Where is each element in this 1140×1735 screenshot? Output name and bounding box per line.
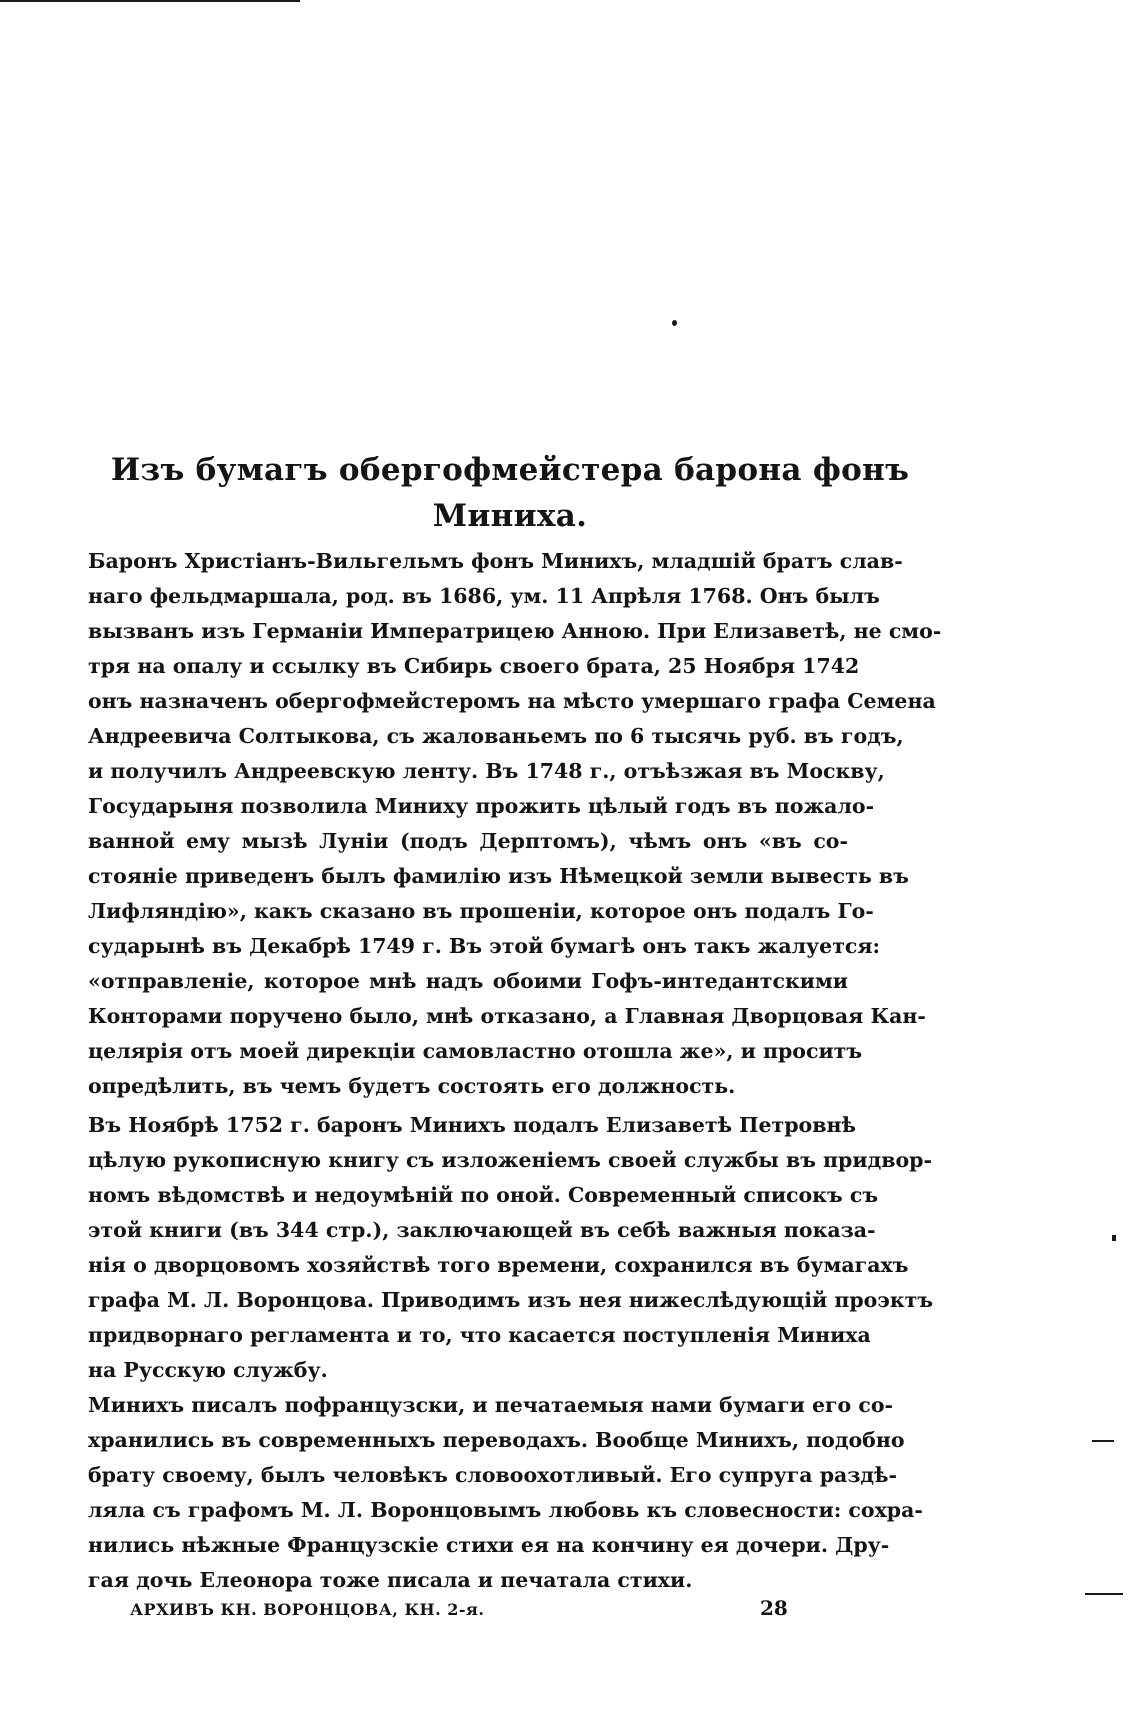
paragraph-3: [88, 1388, 923, 1598]
scan-speck: [1112, 1235, 1116, 1241]
text-line: стояніе приведенъ былъ фамилію изъ Нѣмецкой земли вывесть въ: [88, 864, 909, 888]
text-line: хранились въ современныхъ переводахъ. Вообще Минихъ, подобно: [88, 1428, 905, 1452]
text-line: «отправленіе, которое мнѣ надъ обоими Гофъ-интедантскими: [88, 969, 848, 993]
document-title: [70, 447, 950, 539]
text-line: цѣлую рукописную книгу съ изложеніемъ своей службы въ придвор-: [88, 1148, 933, 1172]
page-number: 28: [760, 1596, 788, 1620]
text-line: графа М. Л. Воронцова. Приводимъ изъ нея нижеслѣдующій проэктъ: [88, 1288, 934, 1312]
scan-speck: [672, 320, 677, 326]
text-line: придворнаго регламента и то, что касается поступленія Миниха: [88, 1323, 871, 1347]
title-line: Изъ бумагъ обергофмейстера барона фонъ: [110, 452, 910, 488]
text-line: вызванъ изъ Германіи Императрицею Анною. При Елизаветѣ, не смо-: [88, 619, 942, 643]
text-line: гая дочь Елеонора тоже писала и печатала стихи.: [88, 1568, 693, 1592]
paragraph-1: [88, 544, 942, 1104]
text-line: Андреевича Солтыкова, съ жалованьемъ по 6 тысячь руб. въ годъ,: [88, 724, 904, 748]
text-line: ванной ему мызѣ Луніи (подъ Дерптомъ), чѣмъ онъ «въ со-: [88, 829, 848, 853]
scan-speck: [1092, 1440, 1114, 1442]
footer-signature: АРХИВЪ КН. ВОРОНЦОВА, КН. 2-я.: [130, 1600, 485, 1619]
text-line: на Русскую службу.: [88, 1358, 328, 1382]
text-line: ляла съ графомъ М. Л. Воронцовымъ любовь къ словесности: сохра-: [88, 1498, 923, 1522]
text-line: онъ назначенъ обергофмейстеромъ на мѣсто умершаго графа Семена: [88, 689, 936, 713]
text-line: брату своему, былъ человѣкъ словоохотливый. Его супруга раздѣ-: [88, 1463, 897, 1487]
text-line: целярія отъ моей дирекціи самовластно отошла же», и проситъ: [88, 1039, 863, 1063]
text-line: нились нѣжные Французскіе стихи ея на кончину ея дочери. Дру-: [88, 1533, 890, 1557]
text-line: сударынѣ въ Декабрѣ 1749 г. Въ этой бумагѣ онъ такъ жалуется:: [88, 934, 881, 958]
scan-edge-line: [0, 0, 300, 2]
text-line: тря на опалу и ссылку въ Сибирь своего брата, 25 Ноября 1742: [88, 654, 860, 678]
text-line: Государыня позволила Миниху прожить цѣлый годъ въ пожало-: [88, 794, 875, 818]
text-line: опредѣлить, въ чемъ будетъ состоять его должность.: [88, 1074, 736, 1098]
paragraph-2: [88, 1108, 934, 1388]
text-line: и получилъ Андреевскую ленту. Въ 1748 г., отъѣзжая въ Москву,: [88, 759, 885, 783]
text-line: наго фельдмаршала, род. въ 1686, ум. 11 Апрѣля 1768. Онъ былъ: [88, 584, 880, 608]
text-line: нія о дворцовомъ хозяйствѣ того времени, сохранился въ бумагахъ: [88, 1253, 909, 1277]
text-line: этой книги (въ 344 стр.), заключающей въ себѣ важныя показа-: [88, 1218, 876, 1242]
title-line: Миниха.: [432, 498, 588, 534]
text-line: Лифляндію», какъ сказано въ прошеніи, которое онъ подалъ Го-: [88, 899, 874, 923]
text-line: Баронъ Христіанъ-Вильгельмъ фонъ Минихъ, младшій братъ слав-: [88, 549, 903, 573]
text-line: Конторами поручено было, мнѣ отказано, а Главная Дворцовая Кан-: [88, 1004, 926, 1028]
text-line: номъ вѣдомствѣ и недоумѣній по оной. Современный списокъ съ: [88, 1183, 879, 1207]
text-line: Въ Ноябрѣ 1752 г. баронъ Минихъ подалъ Елизаветѣ Петровнѣ: [88, 1113, 856, 1137]
scan-speck: [1085, 1593, 1123, 1595]
text-line: Минихъ писалъ пофранцузски, и печатаемыя нами бумаги его со-: [88, 1393, 894, 1417]
